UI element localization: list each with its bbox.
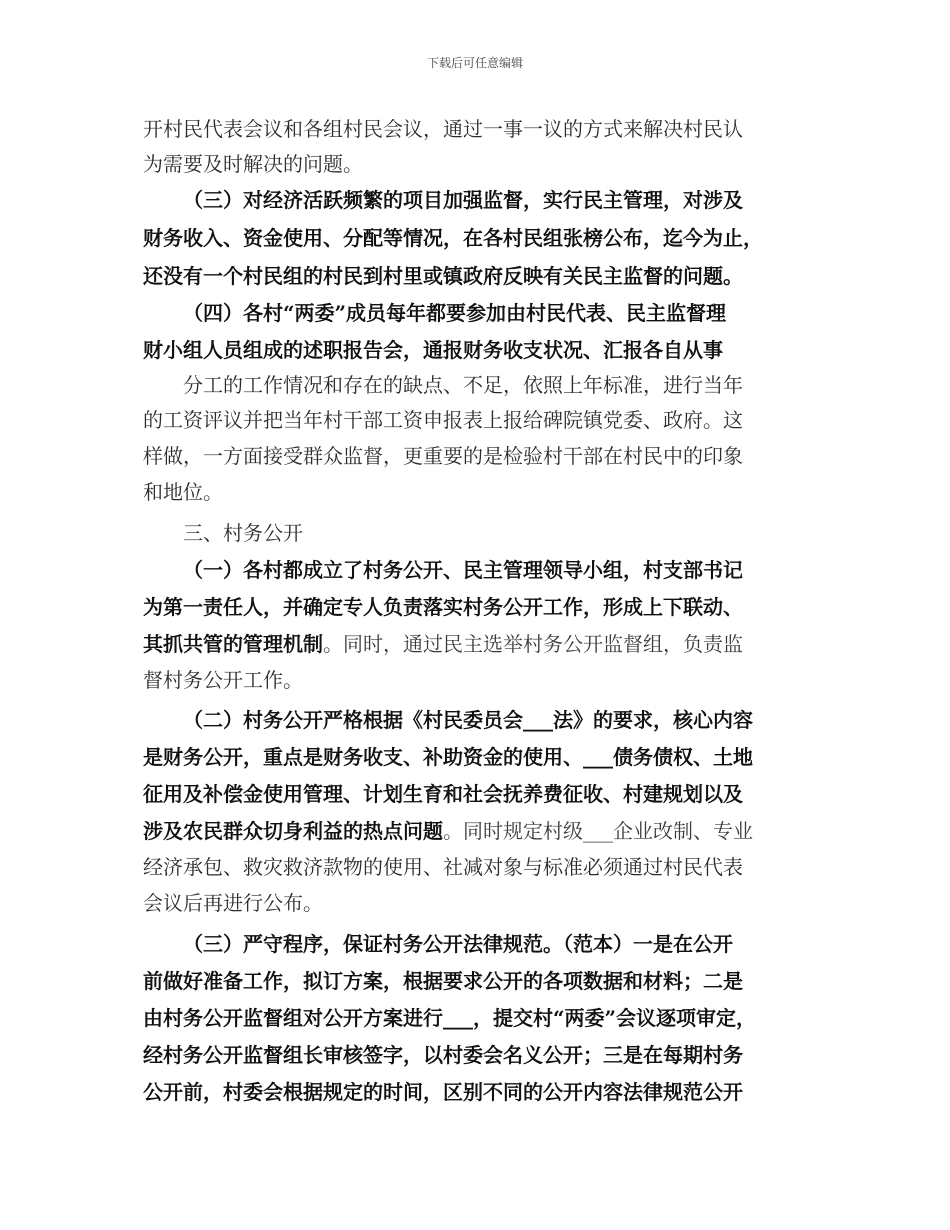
page-header: 下载后可任意编辑 [426,56,523,70]
paragraph-line: 公开前，村委会根据规定的时间，区别不同的公开内容法律规范公开 [143,1080,743,1104]
paragraph-line: 财小组人员组成的述职报告会，通报财务收支状况、汇报各自从事 [143,338,723,362]
paragraph-line: （二）村务公开严格根据《村民委员会___法》的要求，核心内容 [183,708,753,732]
paragraph-line: 和地位。 [143,480,223,504]
paragraph-line: （三）严守程序，保证村务公开法律规范。（范本）一是在公开 [183,932,733,956]
section-heading: 三、村务公开 [183,521,303,545]
paragraph-line: 的工资评议并把当年村干部工资申报表上报给碑院镇党委、政府。这 [143,408,743,432]
paragraph-line-normal: 。同时，通过民主选举村务公开监督组，负责监 [323,632,743,656]
paragraph-line [143,817,753,845]
paragraph-line: 经村务公开监督组长审核签字，以村委会名义公开；三是在每期村务 [143,1043,743,1067]
paragraph-line: 分工的工作情况和存在的缺点、不足，依照上年标准，进行当年 [183,373,743,397]
paragraph-line-bold: 其抓共管的管理机制 [143,632,323,656]
paragraph-line [143,630,743,658]
paragraph-line: 为需要及时解决的问题。 [143,152,363,176]
paragraph-line: （一）各村都成立了村务公开、民主管理领导小组，村支部书记 [183,558,743,582]
paragraph-line: 财务收入、资金使用、分配等情况，在各村民组张榜公布，迄今为止， [143,226,763,250]
paragraph-line-bold: 涉及农民群众切身利益的热点问题 [143,819,443,843]
paragraph-line: （四）各村“两委”成员每年都要参加由村民代表、民主监督理 [183,301,727,325]
paragraph-line: 开村民代表会议和各组村民会议，通过一事一议的方式来解决村民认 [143,117,743,141]
paragraph-line: 前做好准备工作，拟订方案，根据要求公开的各项数据和材料；二是 [143,969,743,993]
paragraph-line: 由村务公开监督组对公开方案进行___，提交村“两委”会议逐项审定， [143,1006,757,1030]
paragraph-line: 是财务公开，重点是财务收支、补助资金的使用、___债务债权、土地 [143,745,753,769]
paragraph-line-normal: 。同时规定村级___企业改制、专业 [443,819,753,843]
paragraph-line: 督村务公开工作。 [143,668,303,692]
paragraph-line: 征用及补偿金使用管理、计划生育和社会抚养费征收、村建规划以及 [143,782,743,806]
paragraph-line: 会议后再进行公布。 [143,891,323,915]
paragraph-line: 经济承包、救灾救济款物的使用、社减对象与标准必须通过村民代表 [143,855,743,879]
paragraph-line: 为第一责任人，并确定专人负责落实村务公开工作，形成上下联动、 [143,595,743,619]
paragraph-line: 还没有一个村民组的村民到村里或镇政府反映有关民主监督的问题。 [143,264,743,288]
paragraph-line: 样做，一方面接受群众监督，更重要的是检验村干部在村民中的印象 [143,444,743,468]
paragraph-line: （三）对经济活跃频繁的项目加强监督，实行民主管理，对涉及 [183,188,743,212]
